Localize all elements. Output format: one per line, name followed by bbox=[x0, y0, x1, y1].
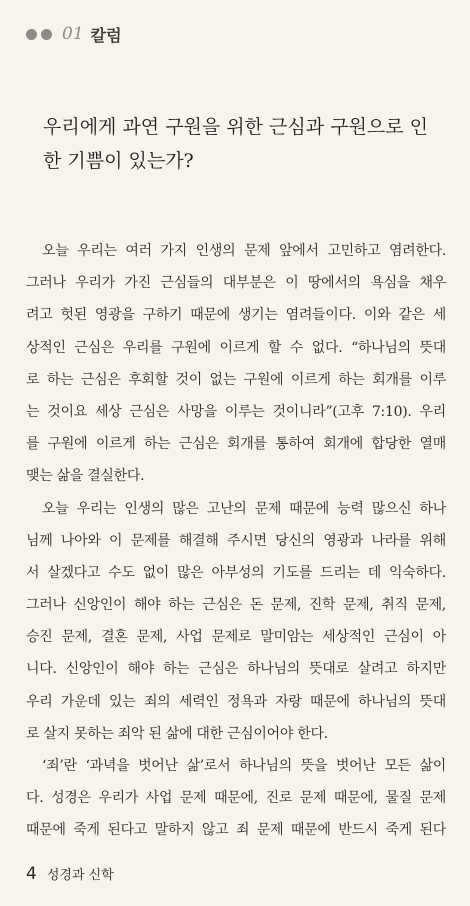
text-line: 는 것이요 세상 근심은 사망을 이루는 것이니라”(고후 7:10). 우리 bbox=[26, 403, 446, 420]
paragraph bbox=[26, 493, 446, 751]
text-line: 그러나 우리가 가진 근심들의 대부분은 이 땅에서의 욕심을 채우 bbox=[26, 275, 446, 292]
page-footer bbox=[26, 864, 114, 884]
section-title: 칼럼 bbox=[90, 25, 122, 45]
text-line: 때문에 죽게 된다고 말하지 않고 죄 문제 때문에 반드시 죽게 된다 bbox=[26, 822, 446, 839]
article-headline: 우리에게 과연 구원을 위한 근심과 구원으로 인한 기쁨이 있는가? bbox=[43, 116, 428, 172]
paragraph bbox=[26, 235, 446, 493]
text-line: 다. 성경은 우리가 사업 문제 때문에, 진로 문제 때문에, 물질 문제 bbox=[26, 790, 446, 807]
text-line: 님께 나아와 이 문제를 해결해 주시면 당신의 영광과 나라를 위해 bbox=[26, 532, 446, 549]
text-line: 승진 문제, 결혼 문제, 사업 문제로 말미암는 세상적인 근심이 아 bbox=[26, 629, 446, 646]
section-number: 01 bbox=[62, 24, 84, 44]
text-line: 오늘 우리는 인생의 많은 고난의 문제 때문에 능력 많으신 하나 bbox=[42, 500, 446, 517]
section-header bbox=[26, 22, 122, 46]
text-line: 를 구원에 이르게 하는 근심은 회개를 통하여 회개에 합당한 열매 bbox=[26, 436, 446, 453]
text-line: 그러나 신앙인이 해야 하는 근심은 돈 문제, 진학 문제, 취직 문제, bbox=[26, 597, 446, 614]
text-line: 오늘 우리는 여러 가지 인생의 문제 앞에서 고민하고 염려한다. bbox=[42, 243, 446, 259]
text-line: 로 하는 근심은 후회할 것이 없는 구원에 이르게 하는 회개를 이루 bbox=[26, 371, 446, 388]
text-line: 우리 가운데 있는 죄의 세력인 정욕과 자랑 때문에 하나님의 뜻대 bbox=[26, 693, 446, 710]
text-line: 니다. 신앙인이 해야 하는 근심은 하나님의 뜻대로 살려고 하지만 bbox=[26, 661, 446, 678]
text-line: 려고 헛된 영광을 구하기 때문에 생기는 염려들이다. 이와 같은 세 bbox=[26, 307, 446, 324]
text-line: ‘죄’란 ‘과녁을 벗어난 삶’로서 하나님의 뜻을 벗어난 모든 삶이 bbox=[42, 758, 446, 774]
section-dot-icon bbox=[41, 29, 52, 40]
text-line: 서 살겠다고 수도 없이 많은 아부성의 기도를 드리는 데 익숙하다. bbox=[26, 564, 446, 581]
paragraph bbox=[26, 750, 446, 847]
text-line: 상적인 근심은 우리를 구원에 이르게 할 수 없다. “하나님의 뜻대 bbox=[26, 339, 446, 356]
text-line: 맺는 삶을 결실한다. bbox=[26, 468, 145, 485]
book-title: 성경과 신학 bbox=[46, 868, 114, 883]
text-line: 로 살지 못하는 죄악 된 삶에 대한 근심이어야 한다. bbox=[26, 725, 328, 742]
page-number: 4 bbox=[26, 864, 37, 884]
section-dot-icon bbox=[26, 29, 37, 40]
article-body bbox=[26, 235, 446, 847]
